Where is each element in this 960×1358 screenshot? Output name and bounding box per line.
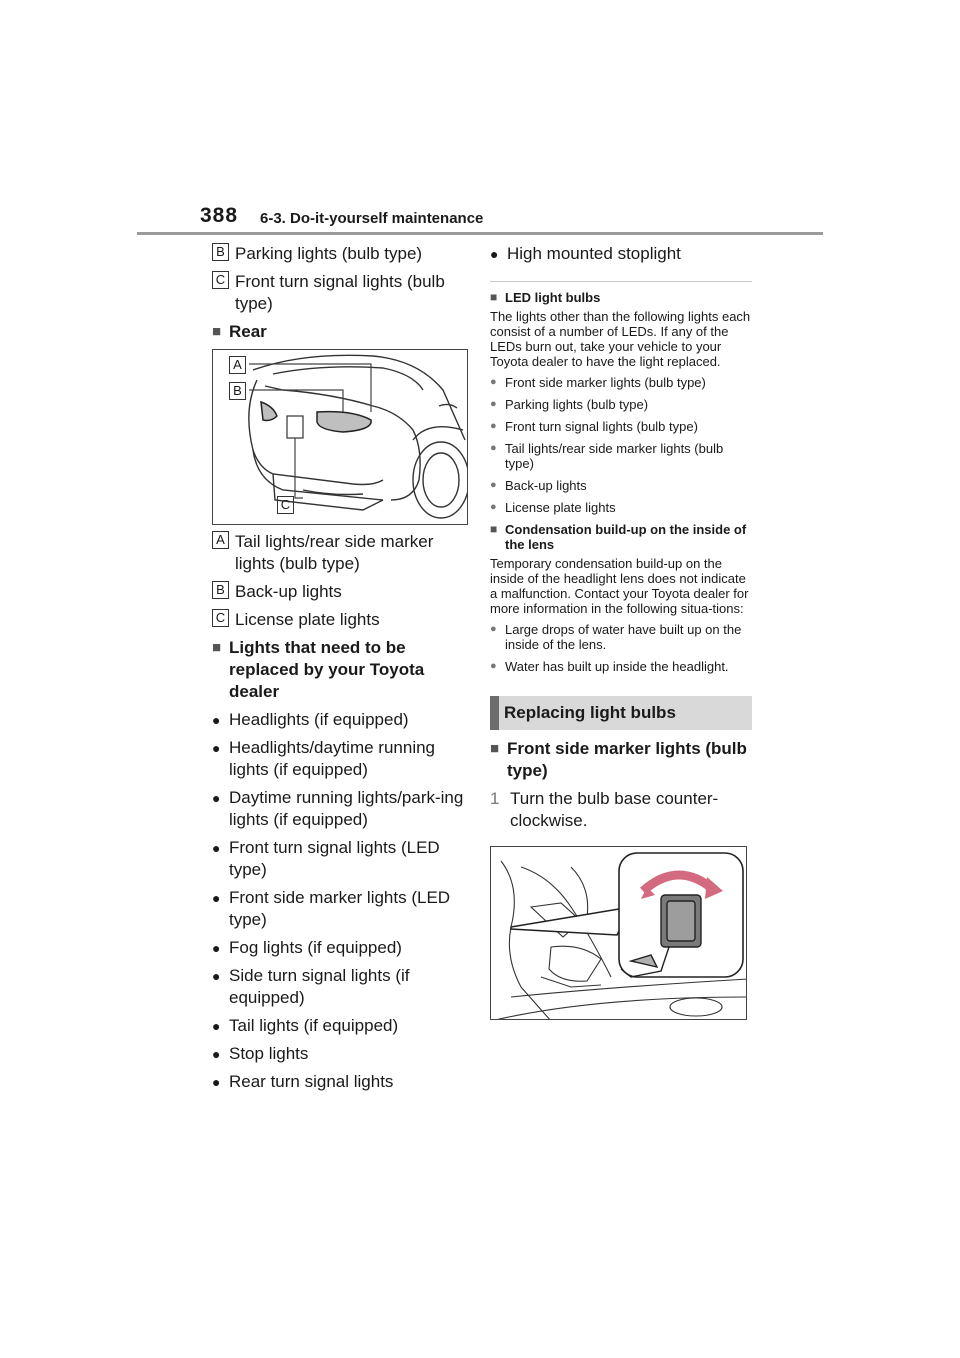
section-title: 6-3. Do-it-yourself maintenance — [260, 210, 484, 227]
bullet-icon: ● — [212, 790, 221, 806]
item-text: Front turn signal lights (bulb type) — [235, 272, 445, 313]
bullet-icon: ● — [212, 890, 221, 906]
bullet-icon: ● — [490, 501, 497, 513]
bullet-icon: ● — [212, 740, 221, 756]
list-item: ● Water has built up inside the headlight. — [490, 659, 729, 674]
list-item: ● Headlights/daytime running lights (if equipped) — [212, 738, 436, 779]
step-number: 1 — [490, 789, 500, 808]
divider — [490, 281, 752, 282]
list-item: ● Large drops of water have built up on the inside of the lens. — [490, 622, 742, 652]
bullet-icon: ● — [212, 1046, 221, 1062]
square-bullet-icon: ■ — [212, 323, 222, 340]
condensation-text: Temporary condensation build-up on the inside of the headlight lens does not indicate a malfunction. Contact your Toyota dealer for more information in the following situa-tions: — [490, 556, 749, 616]
item-text: Tail lights/rear side marker lights (bulb type) — [235, 532, 434, 573]
callout-letter: A — [212, 531, 229, 549]
list-item: ● Front side marker lights (LED type) — [212, 888, 451, 929]
step-text: Turn the bulb base counter-clockwise. — [510, 789, 719, 830]
figure-label-a: A — [229, 356, 246, 374]
square-bullet-icon: ■ — [490, 740, 500, 757]
callout-letter: B — [212, 581, 229, 599]
list-item: ● Tail lights/rear side marker lights (bulb type) — [490, 441, 724, 471]
left-column — [212, 243, 474, 1099]
bullet-icon: ● — [212, 712, 221, 728]
condensation-heading: ■ Condensation build-up on the inside of the lens — [490, 522, 747, 552]
page-number: 388 — [200, 204, 239, 227]
list-item: ● High mounted stoplight — [490, 244, 681, 263]
bullet-icon: ● — [490, 398, 497, 410]
item-text: License plate lights — [235, 610, 380, 629]
dealer-heading: ■ Lights that need to be replaced by your Toyota dealer — [212, 638, 425, 701]
right-column — [490, 243, 752, 1020]
figure-label-c: C — [277, 496, 294, 514]
bullet-icon: ● — [212, 1074, 221, 1090]
bulb-base-figure — [490, 846, 747, 1020]
rear-heading: ■ Rear — [212, 322, 267, 341]
bullet-icon: ● — [212, 1018, 221, 1034]
item-text: Parking lights (bulb type) — [235, 244, 423, 263]
rear-lights-figure — [212, 349, 468, 525]
step-1 — [490, 788, 752, 832]
header-rule — [137, 232, 823, 235]
bullet-icon: ● — [490, 623, 497, 635]
bullet-icon: ● — [212, 840, 221, 856]
section-banner: Replacing light bulbs — [490, 696, 752, 730]
list-item: ● Headlights (if equipped) — [212, 710, 409, 729]
list-item: ● Front side marker lights (bulb type) — [490, 375, 706, 390]
list-item: ● Tail lights (if equipped) — [212, 1016, 399, 1035]
led-text: The lights other than the following lights each consist of a number of LEDs. If any of the LEDs burn out, take your vehicle to your Toyota dealer to have the light replaced. — [490, 309, 751, 369]
list-item: ● Daytime running lights/park-ing lights (if equipped) — [212, 788, 464, 829]
list-item: ● Parking lights (bulb type) — [490, 397, 649, 412]
callout-letter: C — [212, 609, 229, 627]
bullet-icon: ● — [490, 479, 497, 491]
bullet-icon: ● — [490, 246, 499, 262]
list-item: ● Front turn signal lights (LED type) — [212, 838, 440, 879]
bullet-icon: ● — [490, 420, 497, 432]
rear-item-license — [212, 609, 474, 631]
figure-label-b: B — [229, 382, 246, 400]
bullet-icon: ● — [490, 660, 497, 672]
square-bullet-icon: ■ — [490, 290, 498, 304]
list-item: ● Stop lights — [212, 1044, 309, 1063]
list-item: ● Rear turn signal lights — [212, 1072, 394, 1091]
rear-item-backup — [212, 581, 474, 603]
bullet-icon: ● — [490, 376, 497, 388]
bullet-icon: ● — [212, 940, 221, 956]
list-item: ● License plate lights — [490, 500, 616, 515]
rear-item-tail — [212, 531, 474, 575]
list-item: ● Fog lights (if equipped) — [212, 938, 402, 957]
square-bullet-icon: ■ — [490, 522, 498, 536]
front-item-parking — [212, 243, 474, 265]
rear-car-illustration — [213, 350, 468, 525]
bullet-icon: ● — [490, 442, 497, 454]
item-text: Back-up lights — [235, 582, 342, 601]
callout-letter: C — [212, 271, 229, 289]
square-bullet-icon: ■ — [212, 639, 222, 656]
list-item: ● Front turn signal lights (bulb type) — [490, 419, 698, 434]
front-item-turn-signal — [212, 271, 474, 315]
callout-letter: B — [212, 243, 229, 261]
list-item: ● Back-up lights — [490, 478, 587, 493]
list-item: ● Side turn signal lights (if equipped) — [212, 966, 410, 1007]
front-side-marker-heading: ■ Front side marker lights (bulb type) — [490, 739, 747, 780]
engine-bay-illustration — [491, 847, 747, 1020]
bullet-icon: ● — [212, 968, 221, 984]
led-heading: ■ LED light bulbs — [490, 290, 601, 305]
